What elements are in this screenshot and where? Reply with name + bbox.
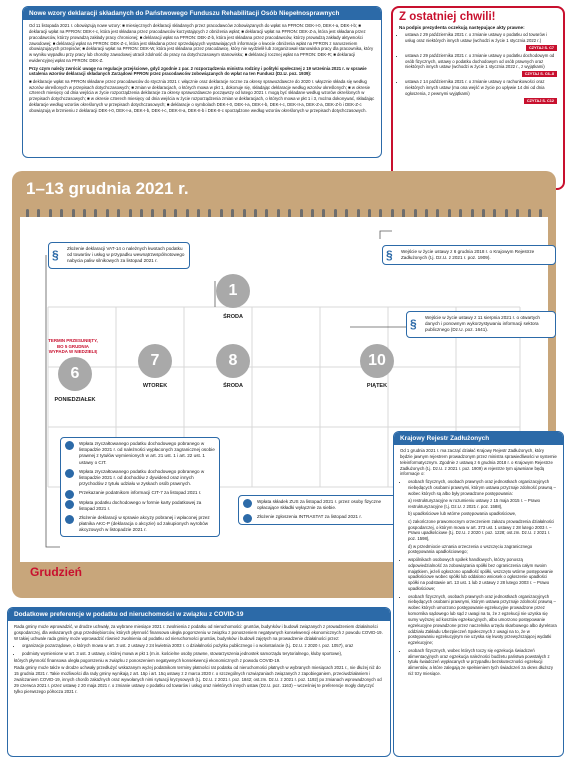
month-label: Grudzień <box>30 565 83 579</box>
coin-icon <box>243 514 252 523</box>
latest-news-subtitle: Na podpis prezydenta oczekują następujące akty prawne: <box>399 25 525 30</box>
krd-item: c) zakończone prawomocnym orzeczeniem zakazu prowadzenia działalności gospodarczej, o którym mowa w art. 373 ust. 1 ustawy z 28 lutego 2003 r. – Prawo upadłościowe (t.j. Dz.U. z 2020 r. poz. 1228; ost.zm. Dz.U. z 2021 r. poz. 1598), <box>408 518 555 542</box>
covid-tax-item: • podmioty wymienione w art. 3 ust. 3 ustawy, o której mowa w pkt 1 (m.in. kościelne osoby prawne, stowarzyszenia jednostek samorządu terytorialnego, kluby sportowe), <box>22 651 384 657</box>
pfron-p2: Przy czym należy zwrócić uwagę na regulacje przejściowe, gdyż zgodnie z par. 2 rozporządzenia ministra rodziny i polityki społecznej z 19 września 2021 r. w sprawie ustalenia wzorów deklaracji składanych Zarządowi PFRON przez pracodawców zobowiązanych do wpłat na ten Fundusz (Dz.U. poz. 1939): <box>29 65 367 77</box>
covid-tax-header: Dodatkowe preferencje w podatku od nieruchomości w związku z COVID-19 <box>8 608 390 621</box>
day-7-label: WTOREK <box>142 383 168 389</box>
left-deadlines-box <box>60 437 220 537</box>
read-more-tag[interactable]: CZYTAJ S. C7 <box>526 45 557 51</box>
krd-panel-body <box>394 445 563 682</box>
covid-tax-p2: których płynność finansowa uległa pogorszeniu w związku z ponoszeniem negatywnych konsekwencji ekonomicznych z powodu COVID-19. <box>14 658 281 663</box>
krd-panel-header: Krajowy Rejestr Zadłużonych <box>394 432 563 445</box>
right-deadlines-box <box>238 495 398 525</box>
callout-vat14: § Złożenie deklaracji VAT-14 o należnych kwotach podatku od towarów i usług w przypadku wewnątrzwspólnotowego nabycia paliw silnikowych za listopad 2021 r. <box>48 242 190 269</box>
coin-icon <box>65 515 74 524</box>
latest-news-title: Z ostatniej chwili! <box>399 11 496 23</box>
pfron-p3: ■ deklaracje wpłat na PFRON składane przez pracodawców do stycznia 2021 r. włącznie oraz deklaracje roczne za okresy sprawozdawcze do 2020 r. włącznie składa się według wzorów określonych w przepisach dotychczasowych; ■ zmian w deklaracjach, o których mowa w pkt 1, dokonuje się, składając deklaracje według wzorów określonych; ■ w okresie czterech miesięcy od dnia wejścia w życie rozporządzenia deklaracje za okresy sprawozdawcze począwszy od lutego 2021 r. mogą być składane według wzorów określonych w przepisach dotychczasowych; ■ w okresie czterech miesięcy od dnia wejścia w życie rozporządzenia zmian w deklaracjach, o których mowa w pkt 1 i 3, można dokonywać, składając deklaracje według wzorów określonych w przepisach dotychczasowych; ■ deklaracje o symbolach DEK-I-0, DEK-I-a, DEK-I-b, DEK-I-c, DEK-II-a, DEK-Z-a, DEK-Z-b i DEK-Z-c obowiązują w brzmieniu z deklaracji DEK-I-0, DEK-I-a, DEK-I-b, DEK-I-c, DEK-II-a, DEK-II-b i DEK-II-c sporządzone według wzorów określonych w przepisach dotychczasowych. <box>29 78 375 113</box>
deadline-item: Przekazanie podatnikom informacji CIT-7 za listopad 2021 r. <box>65 490 215 496</box>
read-more-tag[interactable]: CZYTAJ S. C12 <box>524 98 557 104</box>
coin-icon <box>65 490 74 499</box>
day-7[interactable]: 7 <box>138 344 172 378</box>
covid-tax-p3: Rada gminy może także w drodze uchwały przedłużyć wskazanym wyżej podatnikom terminy płatności rat podatku od nieruchomości płatnych w wybranych miesiącach 2021 r., nie dłużej niż do 15 grudnia 2021 r. Takie możliwości dla rady gminy wynikają z art. 15p i art. 15q ustawy z 2 marca 2020 r. o szczególnych rozwiązaniach związanych z zapobieganiem, przeciwdziałaniem i zwalczaniem COVID-19, innych chorób zakaźnych oraz wywołanych nimi sytuacji kryzysowych (t.j. Dz.U. z 2021 r. poz. 1842; ost.zm. Dz.U. z 2021 r. poz. 1192) po zmianach wprowadzonych od 29 czerwca 2021 r. przez ustawę z 20 maja 2021 r. o zmianie ustawy o podatku od towarów i usług oraz niektórych innych ustaw (Dz.U. poz. 1163) – wcześniej te preferencje mogły dotyczyć tylko pierwszego półrocza 2021 r. <box>14 665 382 694</box>
krd-item: • osobach fizycznych, osobach prawnych oraz jednostkach organizacyjnych niebędących osobami prawnymi, którym ustawa przyznaje zdolność prawną – wobec których umorzono postępowanie egzekucyjne prowadzone przez komornika sądowego lub sąd z uwagi na to, że z egzekucji nie uzyska się sumy wyższej od kosztów egzekucyjnych, albo umorzono postępowanie egzekucyjne prowadzone przez naczelnika urzędu skarbowego albo dyrektora oddziału Zakładu Ubezpieczeń Społecznych z uwagi na to, że w postępowaniu egzekucyjnym nie uzyska się kwoty przewyższającej wydatki egzekucyjne; <box>408 594 557 647</box>
krd-intro: Od 1 grudnia 2021 r. ma zacząć działać Krajowy Rejestr Zadłużonych, który będzie jawnym rejestrem prowadzonym przez ministra sprawiedliwości w systemie teleinformatycznym. Zgodnie z ustawą z 6 grudnia 2018 r. o Krajowym Rejestrze Zadłużonych (t.j. Dz.U. z 2021 r. poz. 1909) w rejestrze tym ujawniane będą informacje o: <box>400 448 557 477</box>
day-10-label: PIĄTEK <box>366 383 388 389</box>
latest-news-panel <box>391 6 565 190</box>
callout-open-data: § Wejście w życie ustawy z 11 sierpnia 2021 r. o otwartych danych i ponownym wykorzystywaniu informacji sektora publicznego (Dz.U. poz. 1641). <box>406 311 556 338</box>
pfron-panel-header: Nowe wzory deklaracji składanych do Państwowego Funduszu Rehabilitacji Osób Niepełnosprawnych <box>23 7 381 20</box>
deadline-item: Wpłata podatku dochodowego w formie karty podatkowej za listopad 2021 r. <box>65 500 215 512</box>
covid-tax-list <box>14 643 384 656</box>
krd-panel <box>393 431 564 757</box>
pfron-panel-body <box>23 20 381 118</box>
latest-news-list <box>393 32 563 104</box>
krd-item: b) upadłościowe lub wtórne postępowania upadłościowe, <box>408 511 517 517</box>
read-more-tag[interactable]: CZYTAJ S. C6–8 <box>522 71 557 77</box>
krd-item: • osobach fizycznych, osobach prawnych oraz jednostkach organizacyjnych niebędących osobami prawnymi, którym ustawa przyznaje zdolność prawną – wobec których są albo były prowadzone postępowania: <box>408 479 557 497</box>
pfron-p1: Od 11 listopada 2021 r. obowiązują nowe wzory: ■ miesięcznych deklaracji składanych przez pracodawców zobowiązanych do wpłat na PFRON: DEK-I-0, DEK-I-a, DEK-I-b; ■ deklaracji wpłat na PFRON: DEK-I-c, która jest składana przez pracodawców korzystających z obniżenia wpłat; ■ deklaracji wpłat na PFRON: DEK-Z-a, która jest składana przez pracodawców, którzy prowadzą zakłady pracy chronionej; ■ deklaracji wpłat na PFRON: DEK-Z-b, która jest składana przez pracodawców, którzy prowadzą zakłady aktywności zawodowej; ■ deklaracji wpłat na PFRON: DEK-Z-c, która jest składana przez sprzedających wystawiających informacje o kwocie obniżenia wpłat na PFRON z naruszeniem obowiązujących przepisów; ■ deklaracji wpłat na PFRON: DEK-W, która jest składana przez pracodawcę, który nie wydzielił lub zorganizował stanowiska pracy dla pracownika, który w wyniku wypadku przy pracy lub choroby zawodowej utracił zdolność do pracy na dotychczasowym stanowisku; ■ deklaracji rocznej wpłat na PFRON: DEK-R; ■ deklaracji ewidencyjnej wpłat na PFRON: DEK-Z. <box>29 23 374 64</box>
deadline-item: Złożenie zgłoszenia INTRASTAT za listopad 2021 r. <box>243 514 393 520</box>
day-6[interactable]: 6 <box>58 357 92 391</box>
coin-icon <box>243 499 252 508</box>
covid-tax-panel <box>7 607 391 757</box>
coin-icon <box>65 441 74 450</box>
deadline-item: Złożenie deklaracji w sprawie akcyzy pobranej i wpłaconej przez płatnika AKC-P (deklaracja o akcyzie) od zakupionych wyrobów akcyzowych w listopadzie 2021 r. <box>65 515 215 534</box>
calendar-title: 1–13 grudnia 2021 r. <box>26 179 189 198</box>
krd-item: a) restrukturyzacyjne w rozumieniu ustawy z 15 maja 2015 r. – Prawo restrukturyzacyjne (t.j. Dz.U. z 2021 r. poz. 1588), <box>408 497 541 509</box>
latest-news-item: • ustawa z 29 października 2021 r. o zmianie ustawy o podatku od towarów i usług oraz niektórych innych ustaw (wchodzi w życie 1 stycznia 2022 r.) CZYTAJ S. C7 <box>405 32 557 51</box>
deadline-item: Wpłata składek ZUS za listopad 2021 r. przez osoby fizyczne opłacające składki wyłącznie za siebie. <box>243 499 393 511</box>
day-8-label: ŚRODA <box>223 383 243 389</box>
latest-news-item: • ustawa z 29 października 2021 r. o zmianie ustawy o podatku dochodowym od osób fizycznych, ustawy o podatku dochodowym od osób prawnych oraz niektórych innych ustaw (wchodzi w życie 1 stycznia 2022 r., z wyjątkami) CZYTAJ S. C6–8 <box>405 53 557 78</box>
termin-note: TERMIN PRZESUNIĘTY, BO 5 GRUDNIA WYPADA W NIEDZIELĘ <box>48 338 98 354</box>
coin-icon <box>65 469 74 478</box>
day-1-label: ŚRODA <box>223 314 243 320</box>
paragraph-icon: § <box>410 317 417 332</box>
krd-item: • wspólnikach osobowych spółek handlowych, którzy ponoszą odpowiedzialność za zobowiązania spółki bez ograniczenia całym swoim majątkiem, jeżeli ogłoszono upadłość spółki, wszczęto wtórne postępowanie upadłościowe wobec spółki lub oddalono wniosek o ogłoszenie upadłości spółki na podstawie art. 13 ust. 1 lub 2 ustawy z 28 lutego 2003 r. – Prawo upadłościowe; <box>408 557 557 592</box>
day-8[interactable]: 8 <box>216 344 250 378</box>
callout-krz: § Wejście w życie ustawy z 6 grudnia 2018 r. o Krajowym Rejestrze Zadłużonych (t.j. Dz.U. z 2021 r. poz. 1909). <box>382 245 556 265</box>
pfron-panel <box>22 6 382 158</box>
krd-item: d) w przedmiocie uznania orzeczenia o wszczęciu zagranicznego postępowania upadłościowego; <box>408 543 533 555</box>
deadline-item: Wpłata zryczałtowanego podatku dochodowego pobranego w listopadzie 2021 r. od dochodów z dywidend oraz innych przychodów z tytułu udziału w zyskach osób prawnych. <box>65 469 215 488</box>
paragraph-icon: § <box>52 248 59 263</box>
krd-list <box>400 479 557 677</box>
latest-news-item: • ustawa z 14 października 2021 r. o zmianie ustawy o rachunkowości oraz niektórych innych ustaw (ma ona wejść w życie po upływie 14 dni od dnia ogłoszenia, z pewnymi wyjątkami) CZYTAJ S. C12 <box>405 79 557 104</box>
covid-tax-item: • organizacje pozarządowe, o których mowa w art. 3 ust. 2 ustawy z 24 kwietnia 2003 r. o działalności pożytku publicznego i o wolontariacie (t.j. Dz.U. z 2020 r. poz. 1057), oraz <box>22 643 384 649</box>
day-10[interactable]: 10 <box>360 344 394 378</box>
day-6-label: PONIEDZIAŁEK <box>54 397 96 403</box>
covid-tax-p1: Rada gminy może wprowadzić, w drodze uchwały, za wybrane miesiące 2021 r. zwolnienia z podatku od nieruchomości: gruntów, budynków i budowli związanych z prowadzeniem działalności gospodarczej, dla wskazanych grup przedsiębiorców, których płynność finansowa uległa pogorszeniu w związku z ponoszeniem negatywnych konsekwencji ekonomicznych z powodu COVID-19. W takiej uchwale rada gminy może wprowadzić również zwolnienia od podatku od nieruchomości gruntów, budynków i budowli zajętych na prowadzenie działalności przez: <box>14 624 383 641</box>
covid-tax-body <box>8 621 390 699</box>
coin-icon <box>65 500 74 509</box>
day-1[interactable]: 1 <box>216 274 250 308</box>
krd-item: • osobach fizycznych, wobec których toczy się egzekucja świadczeń alimentacyjnych oraz egzekucja należności budżetu państwa powstałych z tytułu świadczeń wypłacanych w przypadku bezskuteczności egzekucji alimentów, a które zalegają ze spełnieniem tych świadczeń za okres dłuższy niż trzy miesiące. <box>408 648 557 677</box>
paragraph-icon: § <box>386 248 393 263</box>
deadline-item: Wpłata zryczałtowanego podatku dochodowego pobranego w listopadzie 2021 r. od należności wypłaconych zagranicznej osobie prawnej z tytułów wymienionych w art. 21 ust. 1 i art. 22 ust. 1 ustawy o CIT. <box>65 441 215 466</box>
